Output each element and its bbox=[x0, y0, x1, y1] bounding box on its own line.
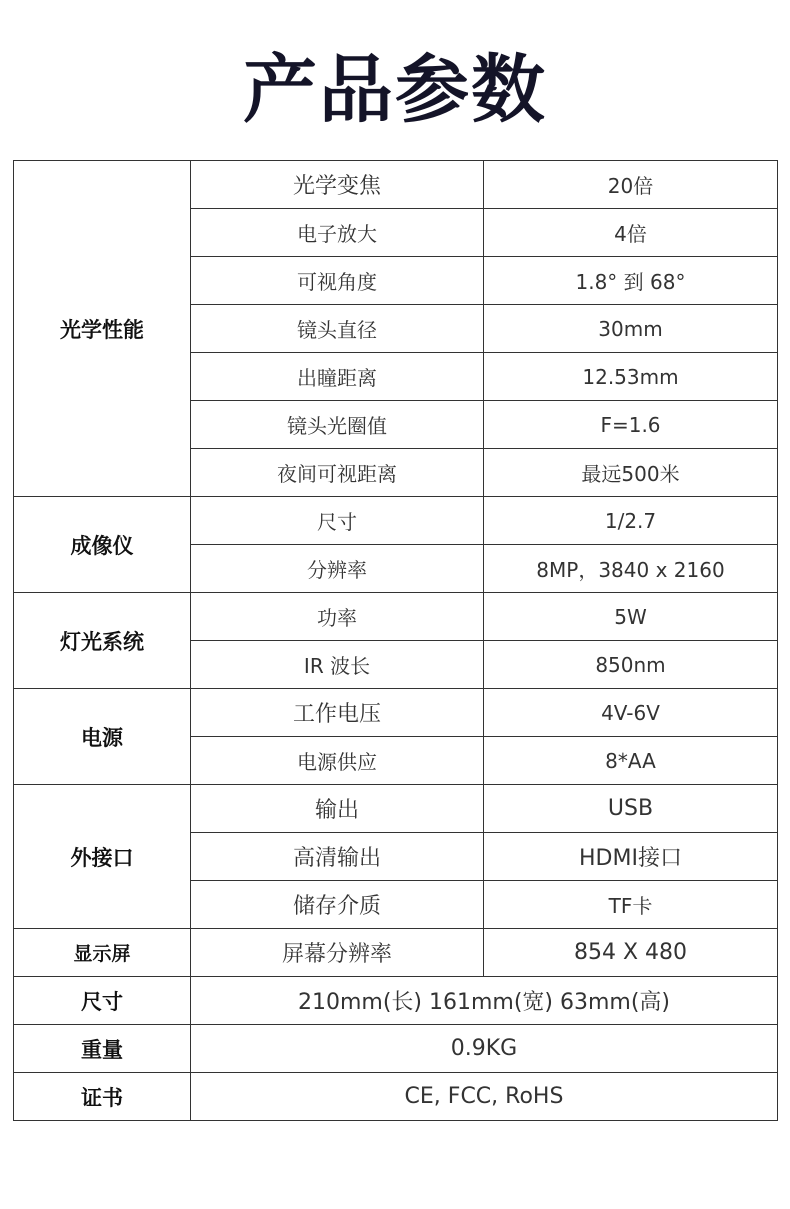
value-cell: 最远500米 bbox=[484, 449, 778, 497]
value-cell: 20倍 bbox=[484, 161, 778, 209]
value-cell: TF卡 bbox=[484, 881, 778, 929]
table-row bbox=[14, 593, 778, 641]
category-light: 灯光系统 bbox=[14, 593, 191, 689]
table-row bbox=[14, 689, 778, 737]
param-cell: 分辨率 bbox=[191, 545, 484, 593]
param-cell: 尺寸 bbox=[191, 497, 484, 545]
param-cell: 出瞳距离 bbox=[191, 353, 484, 401]
value-cell: 850nm bbox=[484, 641, 778, 689]
param-cell: 夜间可视距离 bbox=[191, 449, 484, 497]
param-cell: 可视角度 bbox=[191, 257, 484, 305]
value-cell: 0.9KG bbox=[191, 1025, 778, 1073]
value-cell: 4倍 bbox=[484, 209, 778, 257]
param-cell: 电子放大 bbox=[191, 209, 484, 257]
table-row bbox=[14, 977, 778, 1025]
value-cell: 12.53mm bbox=[484, 353, 778, 401]
value-cell: 8*AA bbox=[484, 737, 778, 785]
value-cell: 4V-6V bbox=[484, 689, 778, 737]
param-cell: 功率 bbox=[191, 593, 484, 641]
category-weight: 重量 bbox=[14, 1025, 191, 1073]
param-cell: IR 波长 bbox=[191, 641, 484, 689]
table-row bbox=[14, 785, 778, 833]
param-cell: 储存介质 bbox=[191, 881, 484, 929]
param-cell: 屏幕分辨率 bbox=[191, 929, 484, 977]
spec-table bbox=[13, 160, 778, 1121]
param-cell: 光学变焦 bbox=[191, 161, 484, 209]
value-cell: 210mm(长) 161mm(宽) 63mm(高) bbox=[191, 977, 778, 1025]
param-cell: 输出 bbox=[191, 785, 484, 833]
table-row bbox=[14, 161, 778, 209]
table-row bbox=[14, 497, 778, 545]
param-cell: 镜头直径 bbox=[191, 305, 484, 353]
value-cell: 854 X 480 bbox=[484, 929, 778, 977]
value-cell: F=1.6 bbox=[484, 401, 778, 449]
value-cell: CE, FCC, RoHS bbox=[191, 1073, 778, 1121]
table-row bbox=[14, 1025, 778, 1073]
category-imager: 成像仪 bbox=[14, 497, 191, 593]
value-cell: 1/2.7 bbox=[484, 497, 778, 545]
value-cell: USB bbox=[484, 785, 778, 833]
category-optical: 光学性能 bbox=[14, 161, 191, 497]
param-cell: 工作电压 bbox=[191, 689, 484, 737]
param-cell: 高清输出 bbox=[191, 833, 484, 881]
param-cell: 电源供应 bbox=[191, 737, 484, 785]
value-cell: HDMI接口 bbox=[484, 833, 778, 881]
value-cell: 30mm bbox=[484, 305, 778, 353]
category-size: 尺寸 bbox=[14, 977, 191, 1025]
value-cell: 8MP，3840 x 2160 bbox=[484, 545, 778, 593]
value-cell: 1.8° 到 68° bbox=[484, 257, 778, 305]
param-cell: 镜头光圈值 bbox=[191, 401, 484, 449]
category-certificate: 证书 bbox=[14, 1073, 191, 1121]
category-interface: 外接口 bbox=[14, 785, 191, 929]
table-row bbox=[14, 929, 778, 977]
category-power: 电源 bbox=[14, 689, 191, 785]
category-display: 显示屏 bbox=[14, 929, 191, 977]
table-row bbox=[14, 1073, 778, 1121]
page-title: 产品参数 bbox=[243, 47, 547, 133]
value-cell: 5W bbox=[484, 593, 778, 641]
